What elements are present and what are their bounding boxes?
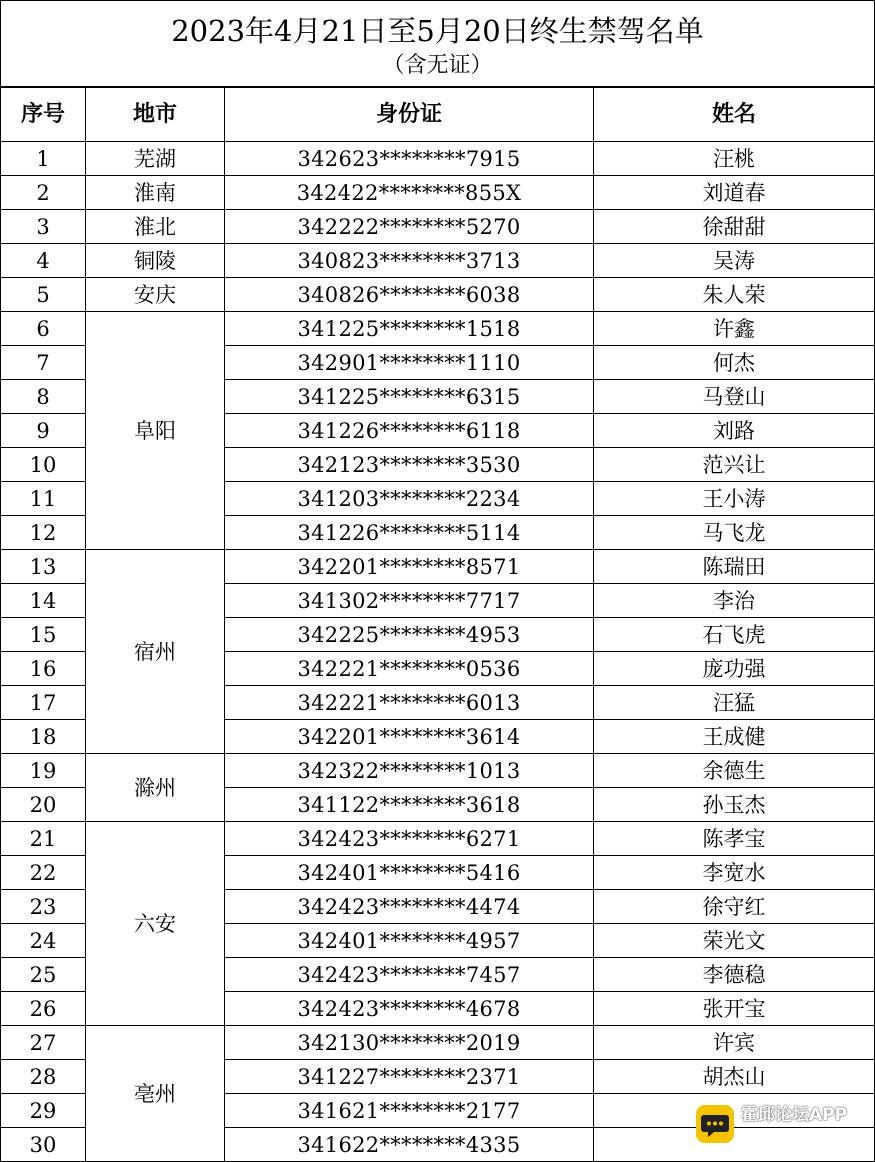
cell-name bbox=[594, 1128, 875, 1162]
title-block bbox=[0, 0, 875, 87]
cell-name: 朱人荣 bbox=[594, 278, 875, 312]
cell-id-number: 342130********2019 bbox=[225, 1026, 594, 1060]
cell-seq: 30 bbox=[1, 1128, 86, 1162]
cell-seq: 3 bbox=[1, 210, 86, 244]
cell-seq: 7 bbox=[1, 346, 86, 380]
cell-seq: 12 bbox=[1, 516, 86, 550]
cell-id-number: 341122********3618 bbox=[225, 788, 594, 822]
cell-city: 阜阳 bbox=[86, 312, 225, 550]
cell-id-number: 341227********2371 bbox=[225, 1060, 594, 1094]
cell-seq: 27 bbox=[1, 1026, 86, 1060]
cell-id-number: 342422********855X bbox=[225, 176, 594, 210]
cell-seq: 21 bbox=[1, 822, 86, 856]
cell-name: 汪桃 bbox=[594, 142, 875, 176]
column-header-seq: 序号 bbox=[1, 87, 86, 142]
cell-id-number: 341622********4335 bbox=[225, 1128, 594, 1162]
watermark-text: 霍邱论坛APP bbox=[741, 1105, 848, 1125]
cell-city: 宿州 bbox=[86, 550, 225, 754]
cell-seq: 23 bbox=[1, 890, 86, 924]
table-row bbox=[1, 754, 875, 788]
cell-name: 许宾 bbox=[594, 1026, 875, 1060]
cell-city: 淮南 bbox=[86, 176, 225, 210]
cell-name: 许鑫 bbox=[594, 312, 875, 346]
table-row bbox=[1, 244, 875, 278]
cell-name: 范兴让 bbox=[594, 448, 875, 482]
cell-id-number: 342201********8571 bbox=[225, 550, 594, 584]
cell-seq: 10 bbox=[1, 448, 86, 482]
cell-id-number: 342201********3614 bbox=[225, 720, 594, 754]
cell-seq: 22 bbox=[1, 856, 86, 890]
table-row bbox=[1, 822, 875, 856]
roster-body bbox=[1, 142, 875, 1162]
cell-id-number: 341621********2177 bbox=[225, 1094, 594, 1128]
cell-city: 淮北 bbox=[86, 210, 225, 244]
cell-name: 孙玉杰 bbox=[594, 788, 875, 822]
cell-id-number: 340826********6038 bbox=[225, 278, 594, 312]
cell-seq: 1 bbox=[1, 142, 86, 176]
cell-name: 李治 bbox=[594, 584, 875, 618]
cell-name: 庞功强 bbox=[594, 652, 875, 686]
cell-name: 陈瑞田 bbox=[594, 550, 875, 584]
roster-table bbox=[0, 86, 875, 1162]
cell-seq: 24 bbox=[1, 924, 86, 958]
column-header-name: 姓名 bbox=[594, 87, 875, 142]
cell-id-number: 342401********4957 bbox=[225, 924, 594, 958]
cell-id-number: 342623********7915 bbox=[225, 142, 594, 176]
cell-name: 余德生 bbox=[594, 754, 875, 788]
cell-name: 王小涛 bbox=[594, 482, 875, 516]
cell-name: 徐守红 bbox=[594, 890, 875, 924]
cell-name: 马登山 bbox=[594, 380, 875, 414]
cell-seq: 18 bbox=[1, 720, 86, 754]
cell-name: 李宽水 bbox=[594, 856, 875, 890]
cell-name: 李德稳 bbox=[594, 958, 875, 992]
cell-id-number: 342423********4474 bbox=[225, 890, 594, 924]
cell-id-number: 342225********4953 bbox=[225, 618, 594, 652]
cell-seq: 14 bbox=[1, 584, 86, 618]
cell-seq: 16 bbox=[1, 652, 86, 686]
cell-name: 刘路 bbox=[594, 414, 875, 448]
page-title: 2023年4月21日至5月20日终生禁驾名单 bbox=[171, 14, 704, 48]
column-header-id: 身份证 bbox=[225, 87, 594, 142]
cell-city: 滁州 bbox=[86, 754, 225, 822]
cell-id-number: 342222********5270 bbox=[225, 210, 594, 244]
cell-name: 何杰 bbox=[594, 346, 875, 380]
table-row bbox=[1, 142, 875, 176]
cell-id-number: 341302********7717 bbox=[225, 584, 594, 618]
cell-id-number: 341225********1518 bbox=[225, 312, 594, 346]
table-row bbox=[1, 312, 875, 346]
cell-seq: 19 bbox=[1, 754, 86, 788]
cell-id-number: 341203********2234 bbox=[225, 482, 594, 516]
cell-id-number: 341225********6315 bbox=[225, 380, 594, 414]
table-row bbox=[1, 550, 875, 584]
cell-name: 刘道春 bbox=[594, 176, 875, 210]
cell-id-number: 340823********3713 bbox=[225, 244, 594, 278]
cell-name: 陈孝宝 bbox=[594, 822, 875, 856]
table-row bbox=[1, 176, 875, 210]
cell-name: 徐甜甜 bbox=[594, 210, 875, 244]
cell-id-number: 342901********1110 bbox=[225, 346, 594, 380]
cell-city: 铜陵 bbox=[86, 244, 225, 278]
cell-city: 亳州 bbox=[86, 1026, 225, 1162]
cell-name: 汪猛 bbox=[594, 686, 875, 720]
cell-name: 张开宝 bbox=[594, 992, 875, 1026]
cell-name: 石飞虎 bbox=[594, 618, 875, 652]
cell-name bbox=[594, 1094, 875, 1128]
cell-seq: 26 bbox=[1, 992, 86, 1026]
cell-name: 马飞龙 bbox=[594, 516, 875, 550]
header-row bbox=[1, 87, 875, 142]
cell-seq: 9 bbox=[1, 414, 86, 448]
page-subtitle: （含无证） bbox=[382, 53, 493, 78]
cell-seq: 4 bbox=[1, 244, 86, 278]
cell-city: 安庆 bbox=[86, 278, 225, 312]
cell-id-number: 342221********6013 bbox=[225, 686, 594, 720]
cell-id-number: 342322********1013 bbox=[225, 754, 594, 788]
cell-id-number: 342221********0536 bbox=[225, 652, 594, 686]
cell-seq: 17 bbox=[1, 686, 86, 720]
table-row bbox=[1, 1026, 875, 1060]
table-row bbox=[1, 210, 875, 244]
cell-name: 胡杰山 bbox=[594, 1060, 875, 1094]
cell-id-number: 341226********6118 bbox=[225, 414, 594, 448]
cell-id-number: 342423********6271 bbox=[225, 822, 594, 856]
cell-id-number: 342123********3530 bbox=[225, 448, 594, 482]
cell-seq: 6 bbox=[1, 312, 86, 346]
cell-seq: 15 bbox=[1, 618, 86, 652]
table-row bbox=[1, 278, 875, 312]
cell-name: 吴涛 bbox=[594, 244, 875, 278]
cell-seq: 8 bbox=[1, 380, 86, 414]
cell-seq: 25 bbox=[1, 958, 86, 992]
cell-seq: 29 bbox=[1, 1094, 86, 1128]
cell-id-number: 341226********5114 bbox=[225, 516, 594, 550]
column-header-city: 地市 bbox=[86, 87, 225, 142]
cell-seq: 5 bbox=[1, 278, 86, 312]
cell-id-number: 342401********5416 bbox=[225, 856, 594, 890]
cell-seq: 11 bbox=[1, 482, 86, 516]
cell-seq: 28 bbox=[1, 1060, 86, 1094]
cell-id-number: 342423********4678 bbox=[225, 992, 594, 1026]
cell-name: 荣光文 bbox=[594, 924, 875, 958]
cell-seq: 13 bbox=[1, 550, 86, 584]
cell-id-number: 342423********7457 bbox=[225, 958, 594, 992]
cell-seq: 20 bbox=[1, 788, 86, 822]
cell-seq: 2 bbox=[1, 176, 86, 210]
cell-city: 芜湖 bbox=[86, 142, 225, 176]
cell-name: 王成健 bbox=[594, 720, 875, 754]
cell-city: 六安 bbox=[86, 822, 225, 1026]
